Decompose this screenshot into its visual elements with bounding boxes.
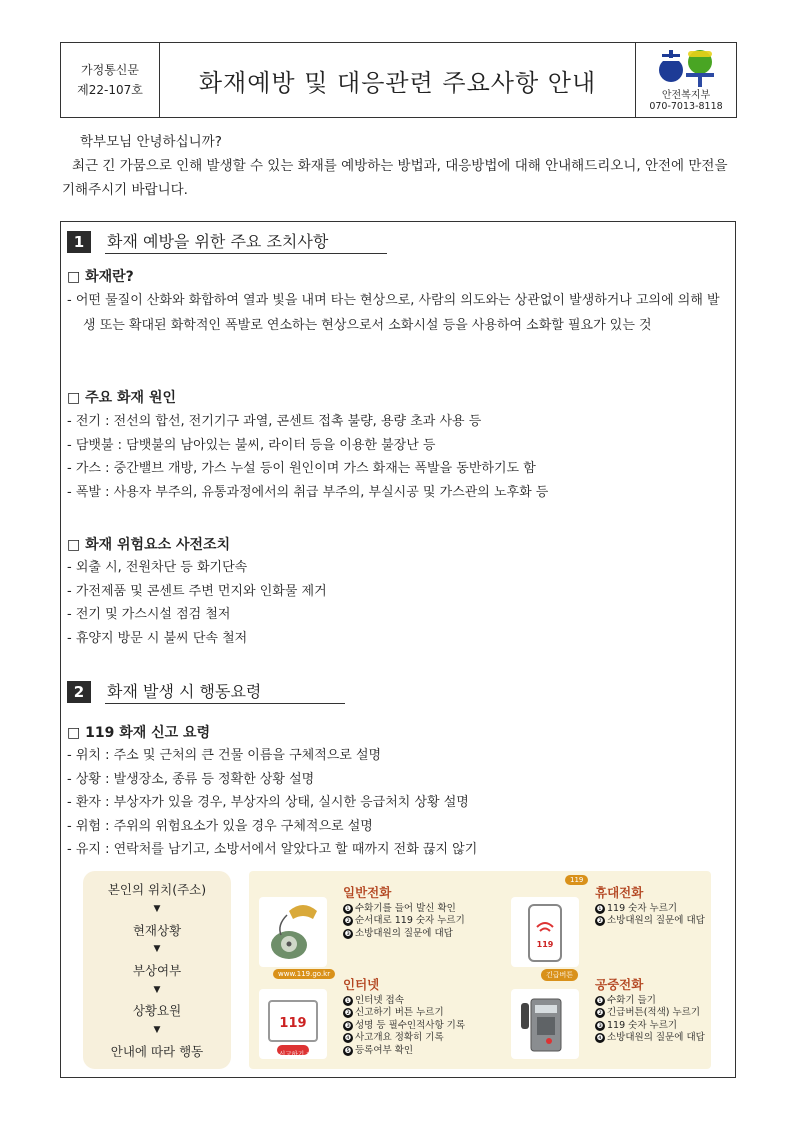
step-item [595,915,705,927]
step-number: ❹ [344,1033,352,1043]
arrow-down-icon: ▼ [153,903,161,914]
step-text: 등록여부 확인 [355,1044,414,1056]
list-item: - 가전제품 및 콘센트 주변 먼지와 인화물 제거 [67,583,327,599]
method-mobile [511,876,731,975]
step-item [343,903,465,915]
section-title: 화재 예방을 위한 주요 조치사항 [105,229,387,254]
doc-type: 가정통신문 [81,63,139,77]
method-steps [343,903,465,940]
step-text: 수화기 들기 [607,995,656,1006]
method-internet [259,970,479,1067]
method-steps [343,995,465,1057]
step-text: 소방대원의 질문에 대답 [607,915,705,927]
prevention-list [67,556,729,650]
section-number: 1 [67,231,91,253]
section-number: 2 [67,681,91,703]
step-item [343,1007,465,1019]
step-item [595,1020,705,1032]
report-flow [83,871,231,1069]
method-title: 휴대전화 [595,885,644,900]
report-list [67,744,729,862]
what-is-fire-text: - 어떤 물질이 산화와 화합하여 열과 빛을 내며 타는 현상으로, 사람의 의도와는 상관없이 발생하거나 고의에 의해 발생 또는 확대된 화학적인 폭발로 연소하는 현상으로서 소화시설 등을 사용하여 소화할 필요가 있는 것 [67,293,720,333]
report-methods-panel [249,871,711,1069]
content-box [60,221,736,1078]
intro-body: 최근 긴 가뭄으로 인해 발생할 수 있는 화재를 예방하는 방법과, 대응방법에 대해 안내해드리오니, 안전에 만전을 기해주시기 바랍니다. [62,158,728,198]
step-number: ❹ [596,1033,604,1043]
step-number: ❷ [596,1008,604,1018]
step-text: 사고개요 정확히 기록 [355,1032,444,1044]
step-number: ❸ [344,1020,352,1030]
mobile-phone-icon [511,897,579,967]
step-item [595,995,705,1007]
svg-text:119: 119 [279,1016,307,1031]
method-title: 일반전화 [343,885,392,900]
list-item: - 상황 : 발생장소, 종류 등 정확한 상황 설명 [67,771,315,787]
step-number: ❶ [344,996,352,1005]
document-header [60,42,737,118]
step-item [343,995,465,1007]
step-number: ❸ [344,928,352,938]
step-text: 소방대원의 질문에 대답 [355,927,453,939]
causes-heading: □ 주요 화재 원인 [67,390,176,406]
step-item [343,1045,465,1057]
step-text: 인터넷 접속 [355,995,404,1006]
step-item [343,928,465,940]
step-text: 119 숫자 누르기 [607,1019,678,1031]
step-number: ❷ [344,1008,352,1018]
method-title: 인터넷 [343,977,380,992]
flow-step: 본인의 위치(주소) [107,882,207,898]
step-text: 순서대로 119 숫자 누르기 [355,915,465,927]
payphone-icon [511,989,579,1059]
step-text: 성명 등 필수인적사항 기록 [355,1019,466,1031]
list-item: - 환자 : 부상자가 있을 경우, 부상자의 상태, 실시한 응급처치 상황 설명 [67,795,469,811]
step-item [595,1007,705,1019]
list-item: - 유지 : 연락처를 남기고, 소방서에서 알았다고 할 때까지 전화 끊지 않기 [67,842,478,858]
section-2-header [67,679,345,704]
step-number: ❷ [344,916,352,926]
department-cell [636,43,736,117]
step-item [343,1032,465,1044]
step-item [343,915,465,927]
list-item: - 전기 : 전선의 합선, 전기기구 과열, 콘센트 접촉 불량, 용량 초과 사용 등 [67,414,482,429]
doc-title: 화재예방 및 대응관련 주요사항 안내 [160,43,636,117]
step-text: 수화기를 들어 발신 확인 [355,903,456,914]
list-item: - 외출 시, 전원차단 등 화기단속 [67,560,248,575]
step-text: 신고하기 버튼 누르기 [355,1007,444,1019]
method-steps [595,903,705,928]
arrow-down-icon: ▼ [153,984,161,995]
flow-step: 부상여부 [132,962,182,978]
arrow-down-icon: ▼ [153,944,161,955]
list-item: - 가스 : 중간밸브 개방, 가스 누설 등이 원인이며 가스 화재는 폭발을 동반하기도 함 [67,461,536,477]
list-item: - 위치 : 주소 및 근처의 큰 건물 이름을 구체적으로 설명 [67,748,382,763]
arrow-down-icon: ▼ [153,1024,161,1035]
causes-list [67,410,729,504]
flow-step: 상황요원 [132,1003,182,1019]
step-item [343,1020,465,1032]
list-item: - 담뱃불 : 담뱃불의 남아있는 불씨, 라이터 등을 이용한 불장난 등 [67,437,436,453]
intro [62,130,742,202]
method-title: 공중전화 [595,977,644,992]
section-title: 화재 발생 시 행동요령 [105,679,345,704]
step-number: ❷ [596,916,604,926]
emergency-button-tag: 긴급버튼 [541,969,578,981]
landline-phone-icon [259,897,327,967]
method-landline [259,883,479,975]
list-item: - 휴양지 방문 시 불씨 단속 철저 [67,630,248,646]
report-heading: □ 119 화재 신고 요령 [67,725,211,741]
list-item: - 위험 : 주위의 위험요소가 있을 경우 구체적으로 설명 [67,818,373,834]
step-item [595,903,705,915]
step-text: 긴급버튼(적색) 누르기 [607,1007,701,1019]
department-phone: 070-7013-8118 [649,101,723,112]
step-number: ❸ [596,1020,604,1030]
list-item: - 폭발 : 사용자 부주의, 유통과정에서의 취급 부주의, 부실시공 및 가스관의 노후화 등 [67,484,549,500]
report-button: 신고하기 > [279,1050,312,1058]
doc-number: 제22-107호 [77,83,143,97]
list-item: - 전기 및 가스시설 점검 철저 [67,607,231,623]
prevention-heading: □ 화재 위험요소 사전조치 [67,537,231,553]
mobile-tag: 119 [565,875,588,885]
step-text: 119 숫자 누르기 [607,903,678,914]
svg-text:119: 119 [536,940,554,949]
flow-step: 안내에 따라 행동 [110,1043,204,1059]
doc-id-cell [61,43,160,117]
step-item [595,1032,705,1044]
greeting: 학부모님 안녕하십니까? [80,134,222,150]
method-payphone [511,971,731,1067]
department-logo [656,48,716,88]
flow-step: 현재상황 [132,922,182,938]
internet-url-tag: www.119.go.kr [273,969,335,979]
section-1-header [67,229,387,254]
what-is-fire-heading: □ 화재란? [67,269,134,285]
method-steps [595,995,705,1045]
step-number: ❶ [344,904,352,913]
step-number: ❶ [596,904,604,913]
department-name: 안전복지부 [661,90,711,101]
step-text: 소방대원의 질문에 대답 [607,1032,705,1044]
step-number: ❶ [596,996,604,1005]
step-number: ❺ [344,1045,352,1055]
